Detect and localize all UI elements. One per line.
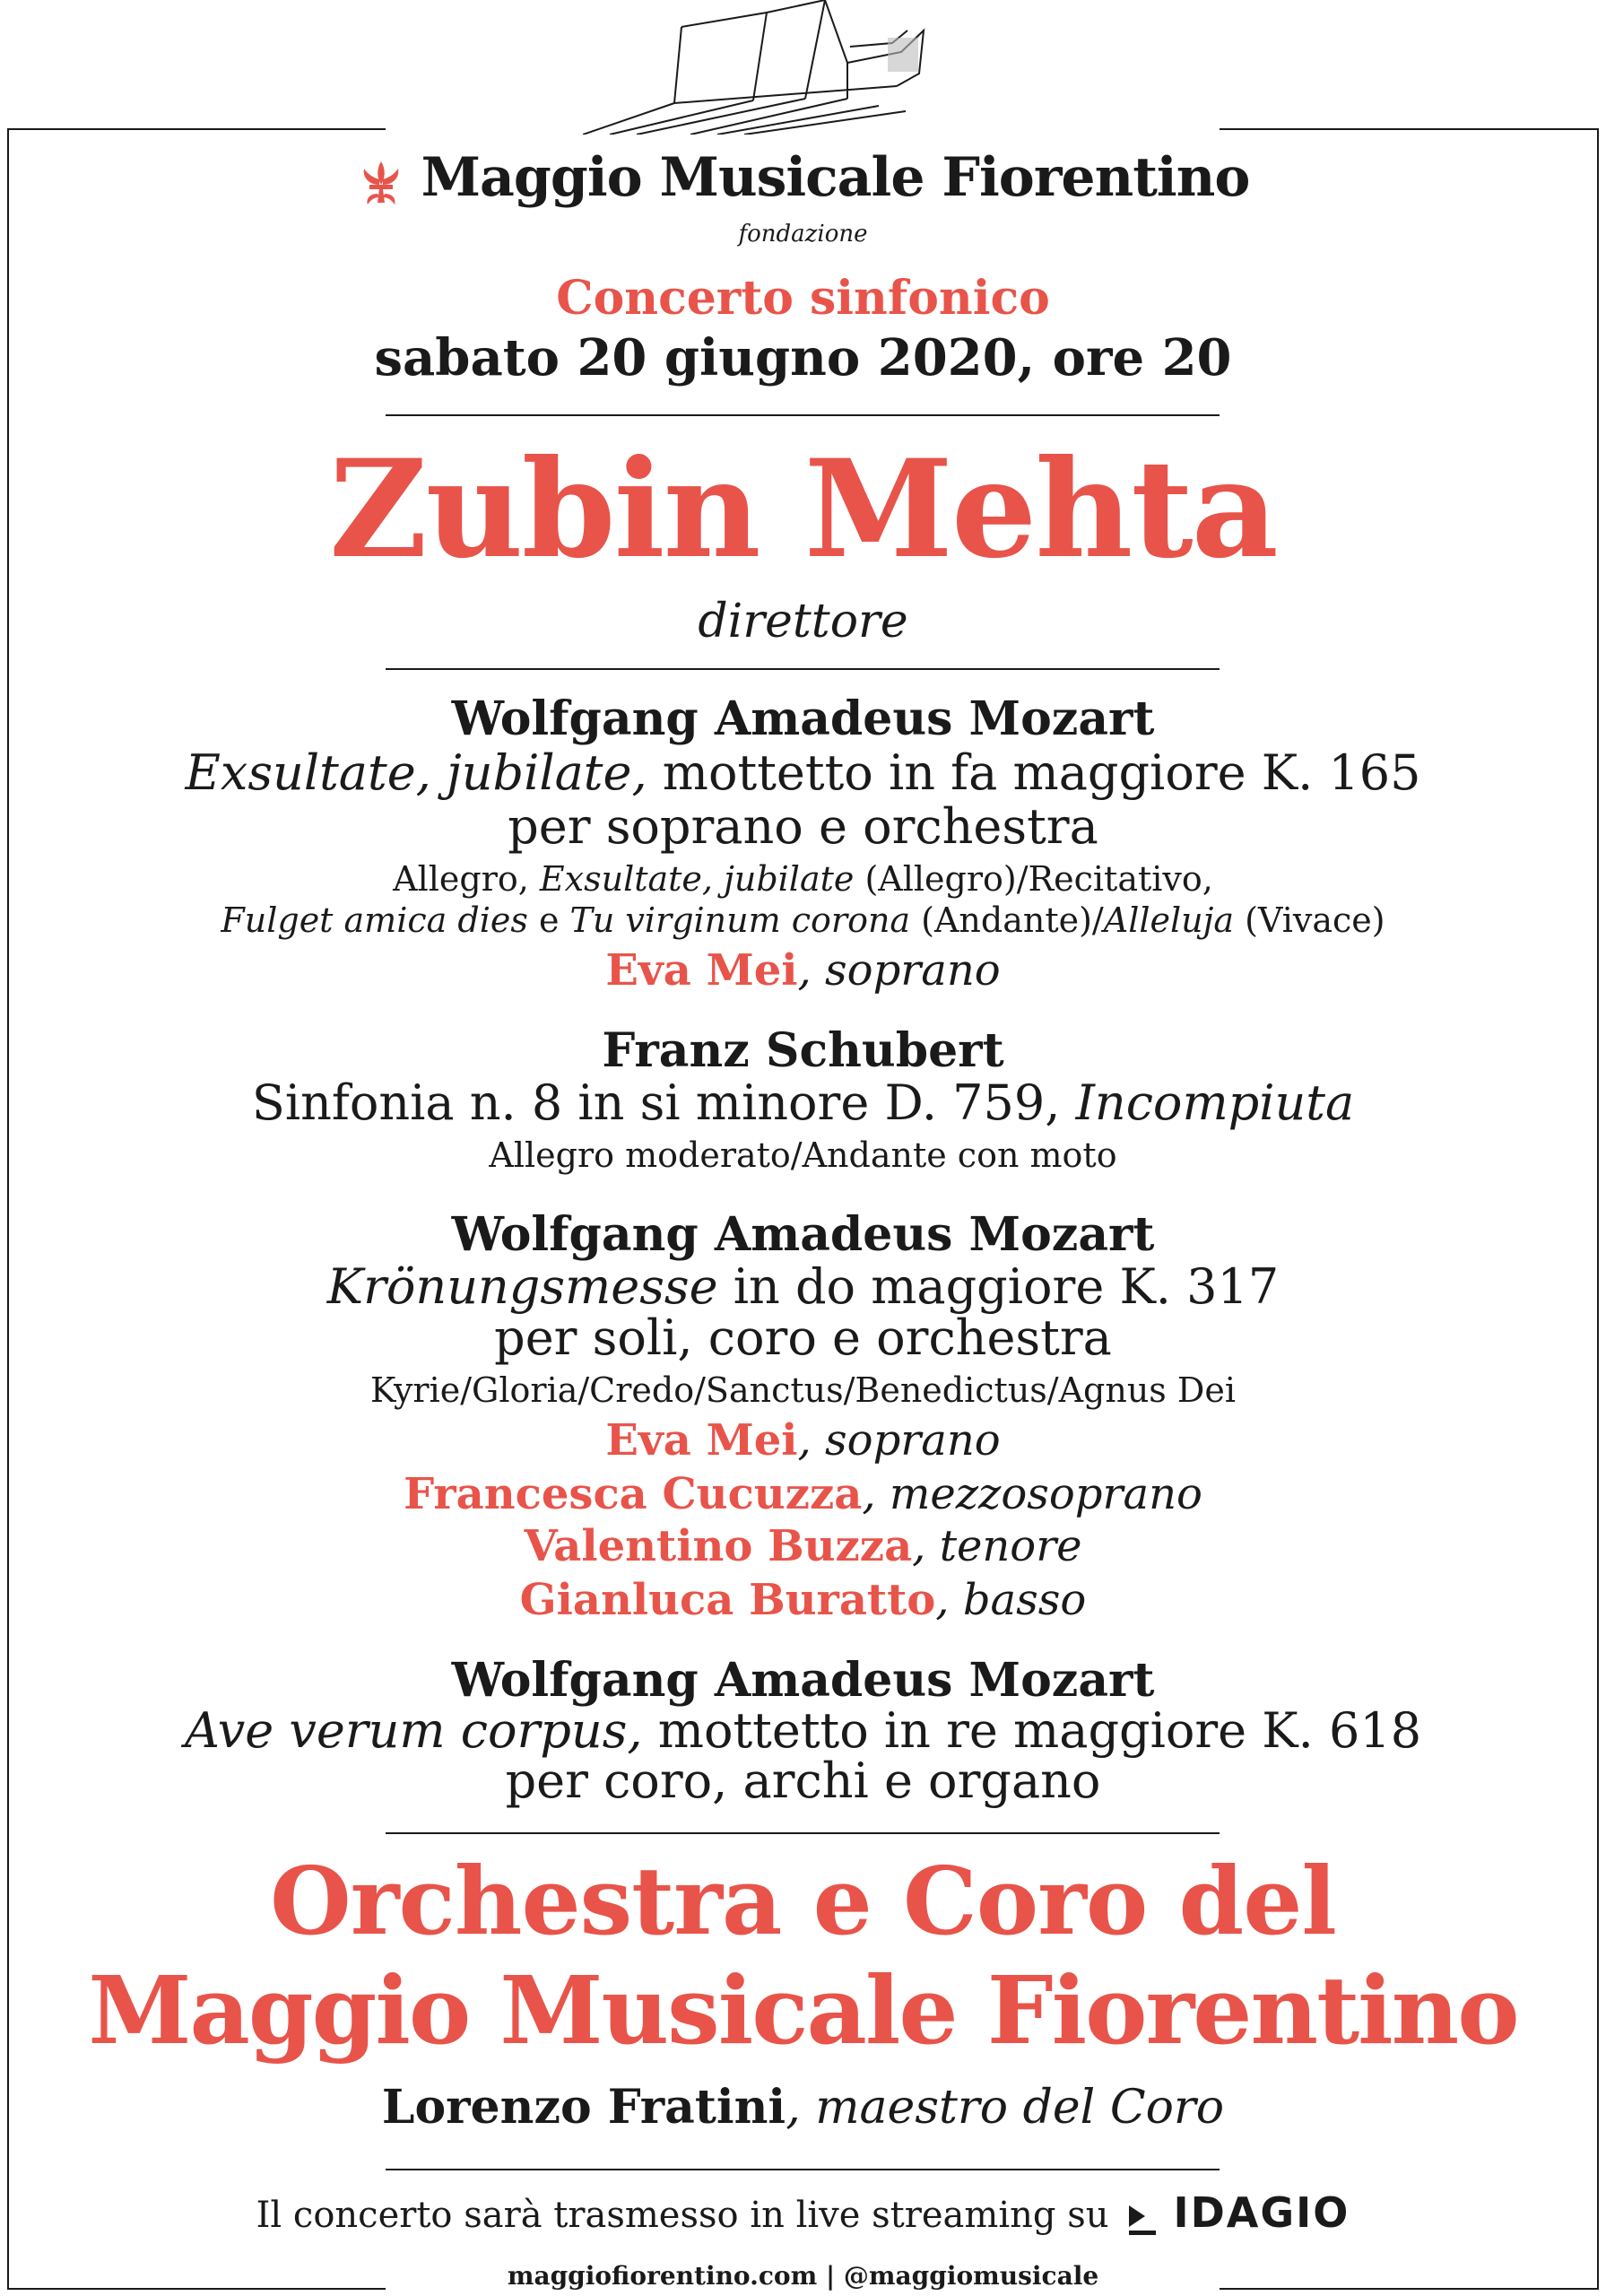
divider — [386, 2169, 1220, 2170]
event-date: sabato 20 giugno 2020, ore 20 — [374, 328, 1232, 387]
divider — [386, 1832, 1220, 1834]
divider — [386, 414, 1220, 416]
chorus-master: Lorenzo Fratini, maestro del Coro — [381, 2080, 1225, 2135]
ensemble-line1: Orchestra e Coro del — [270, 1846, 1336, 1956]
work3-title: Krönungsmesse in do maggiore K. 317 — [326, 1258, 1280, 1315]
work4-title: Ave verum corpus, mottetto in re maggiore K. 618 — [184, 1702, 1422, 1759]
work4-scoring: per coro, archi e organo — [505, 1752, 1101, 1809]
work1-movements-line2: Fulget amica dies e Tu virginum corona (Andante)/Alleluja (Vivace) — [221, 900, 1385, 940]
work3-scoring: per soli, coro e orchestra — [494, 1309, 1112, 1366]
divider — [386, 668, 1220, 670]
work2-composer: Franz Schubert — [602, 1023, 1004, 1078]
event-type: Concerto sinfonico — [556, 271, 1050, 326]
work3-composer: Wolfgang Amadeus Mozart — [451, 1207, 1155, 1262]
work1-movements-line1: Allegro, Exsultate, jubilate (Allegro)/Recitativo, — [393, 859, 1213, 899]
theatre-building-illustration — [583, 0, 1040, 135]
ensemble-line2: Maggio Musicale Fiorentino — [88, 1955, 1518, 2066]
work3-soloist: Gianluca Buratto, basso — [519, 1575, 1087, 1625]
streaming-note: Il concerto sarà trasmesso in live streaming su IDAGIO — [256, 2188, 1350, 2237]
logo-subtitle: fondazione — [738, 221, 868, 248]
conductor-name: Zubin Mehta — [329, 430, 1277, 588]
logo-text: Maggio Musicale Fiorentino — [421, 146, 1250, 209]
work3-soloist: Eva Mei, soprano — [605, 1415, 1001, 1465]
work3-movements: Kyrie/Gloria/Credo/Sanctus/Benedictus/Agnus Dei — [369, 1370, 1236, 1410]
work3-soloist: Valentino Buzza, tenore — [524, 1521, 1082, 1571]
conductor-role: direttore — [698, 595, 908, 648]
work1-soloist: Eva Mei, soprano — [605, 945, 1001, 996]
idagio-logo[interactable]: IDAGIO — [1173, 2188, 1350, 2237]
logo — [0, 144, 1606, 212]
contacts[interactable]: maggiofiorentino.com | @maggiomusicale — [507, 2261, 1099, 2291]
work1-composer: Wolfgang Amadeus Mozart — [451, 691, 1155, 746]
work2-movements: Allegro moderato/Andante con moto — [489, 1135, 1117, 1175]
idagio-play-icon — [1125, 2198, 1165, 2238]
florence-lily-icon — [357, 158, 405, 206]
work4-composer: Wolfgang Amadeus Mozart — [451, 1653, 1155, 1708]
work1-scoring: per soprano e orchestra — [508, 798, 1098, 855]
work3-soloist: Francesca Cucuzza, mezzosoprano — [404, 1469, 1202, 1519]
work2-title: Sinfonia n. 8 in si minore D. 759, Incompiuta — [251, 1074, 1355, 1131]
work1-title: Exsultate, jubilate, mottetto in fa maggiore K. 165 — [185, 744, 1421, 801]
